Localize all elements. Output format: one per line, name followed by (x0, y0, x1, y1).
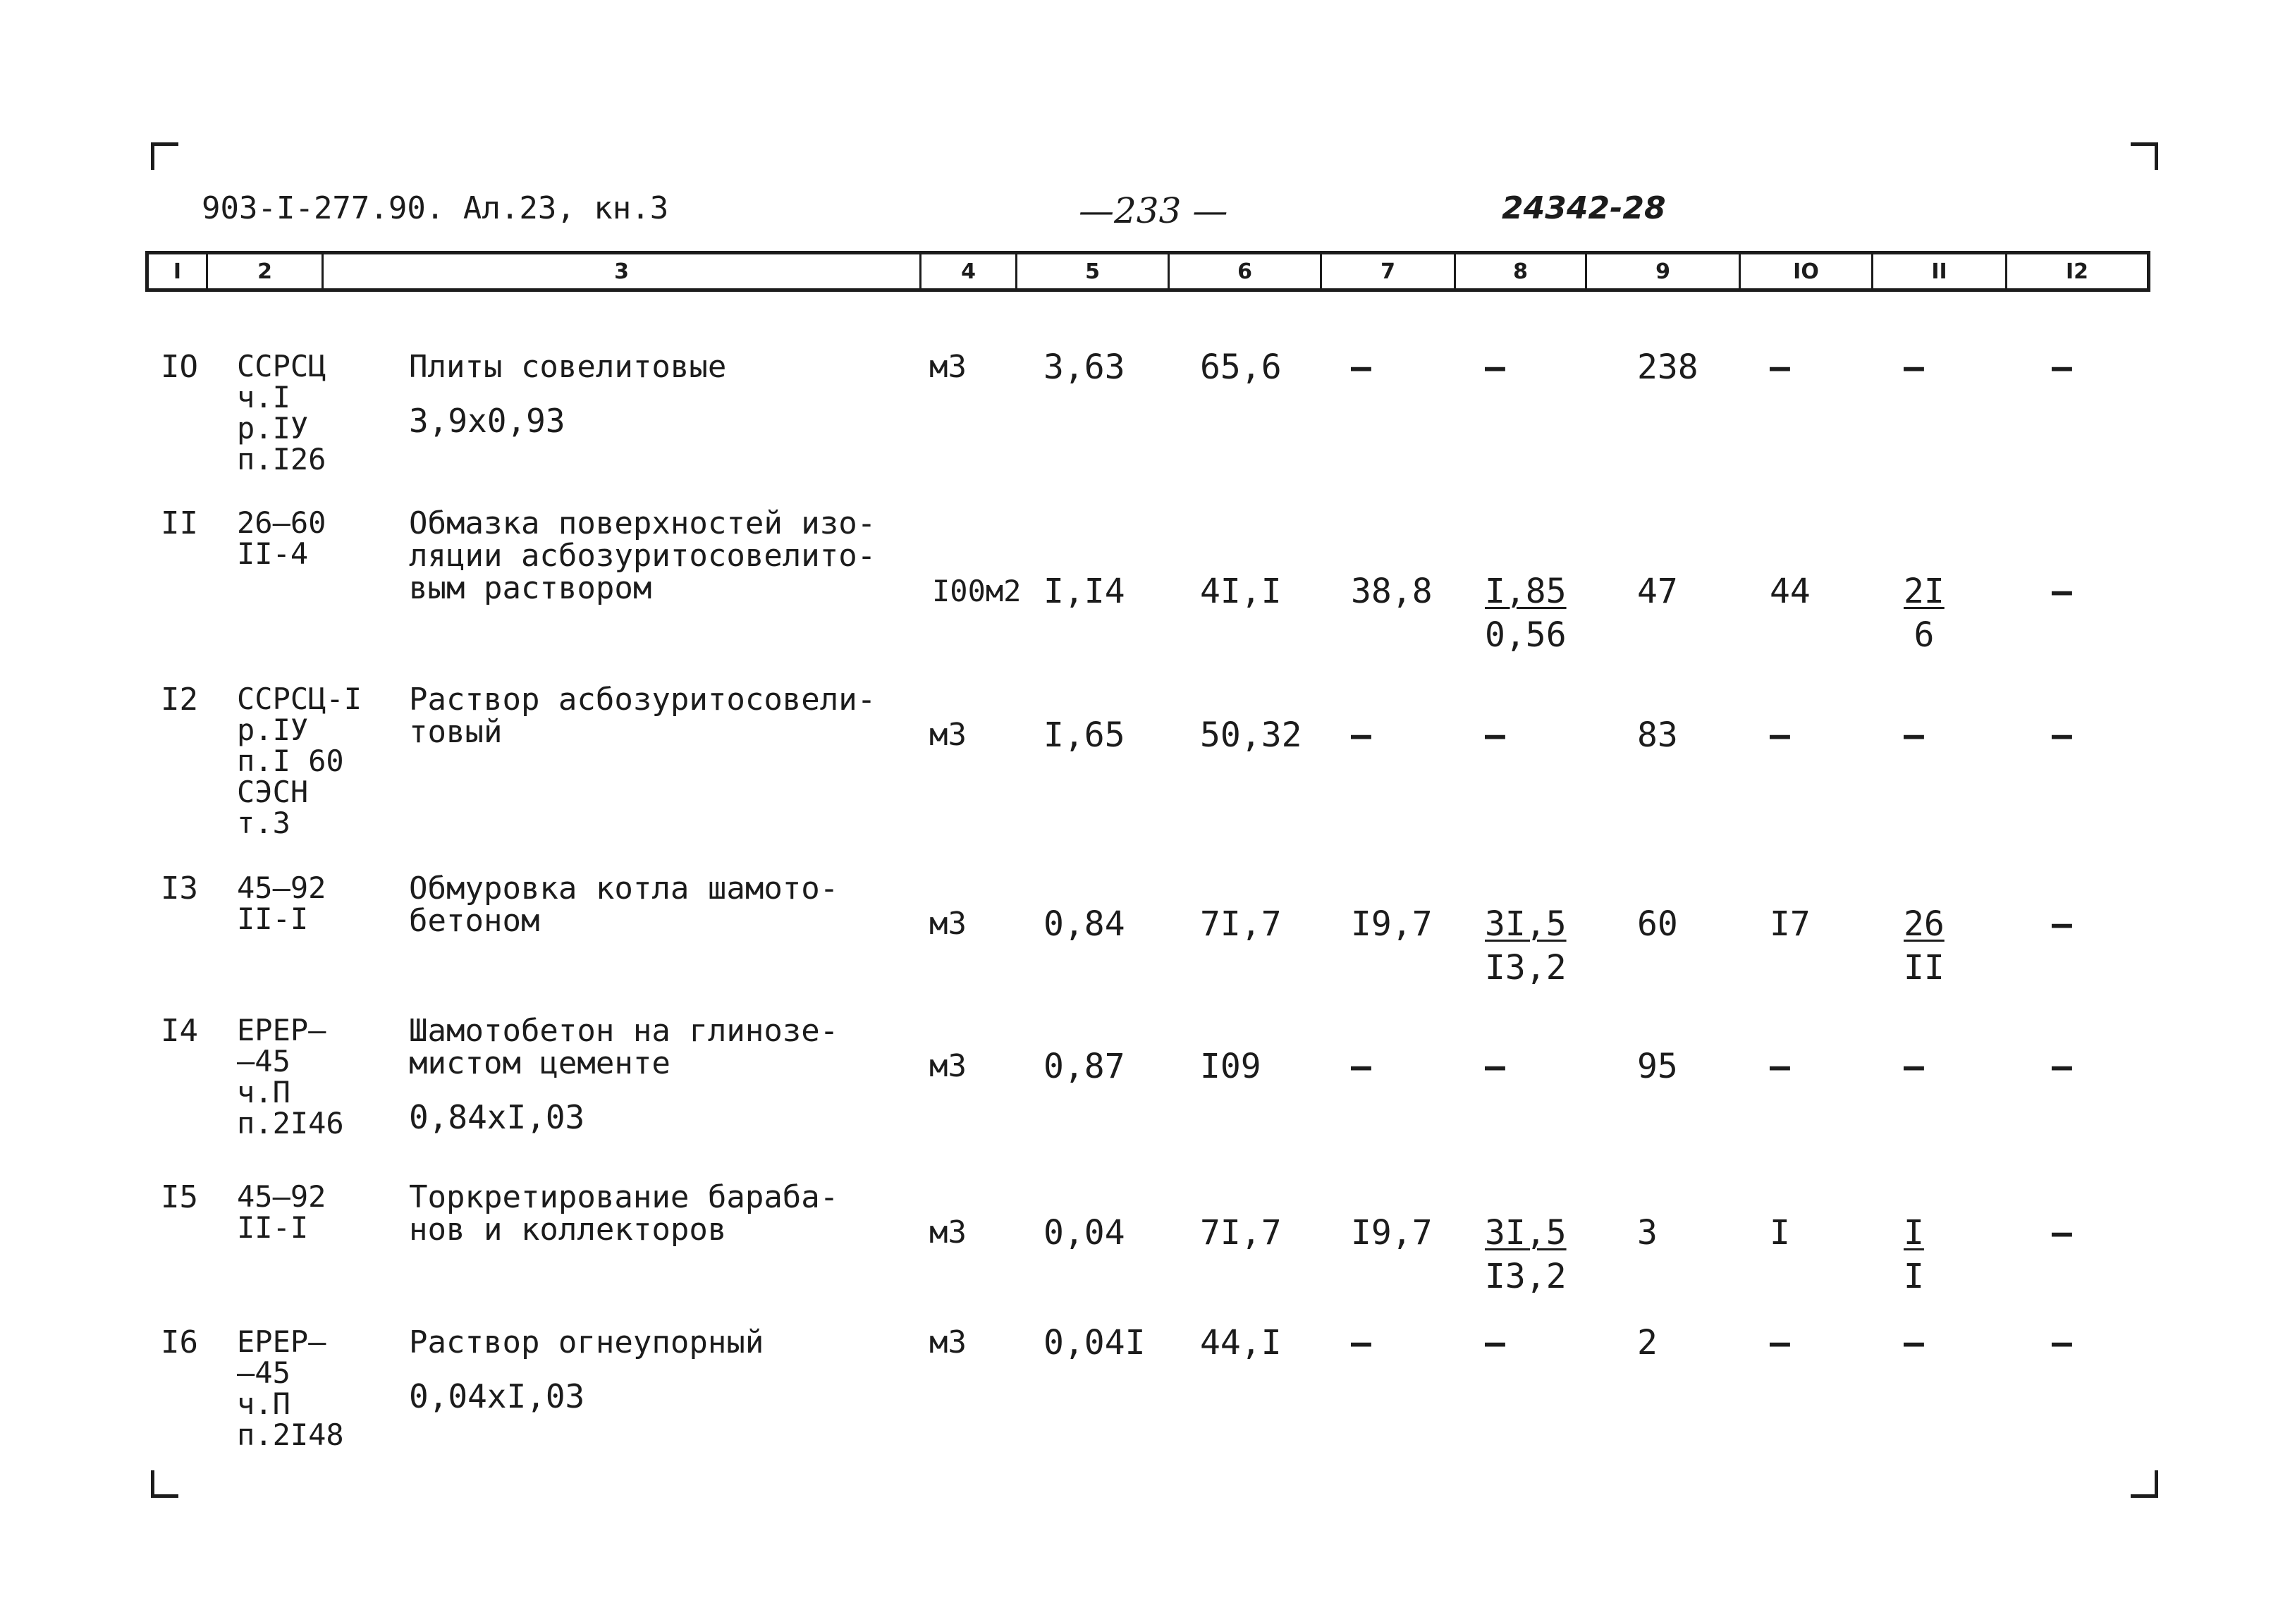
column-header: 4 (921, 254, 1017, 288)
column-header: I (149, 254, 208, 288)
unit-price: 50,32 (1200, 715, 1302, 755)
column-header: 9 (1587, 254, 1741, 288)
column-9-value: 2 (1637, 1323, 1658, 1362)
column-11-bottom: I (1904, 1257, 1924, 1296)
column-11-value: – (1904, 1047, 1924, 1086)
norm-code: ЕРЕР– –45 ч.П п.2I46 (237, 1013, 344, 1140)
column-header: 3 (324, 254, 921, 288)
description-text: Раствор асбозуритосовели- товый (409, 682, 876, 750)
column-8-value: – (1485, 1047, 1505, 1086)
column-8-value (1485, 572, 1567, 655)
unit-price: 4I,I (1200, 572, 1282, 611)
work-description (409, 505, 902, 606)
column-10-value: I7 (1770, 904, 1811, 944)
column-7-value: – (1351, 347, 1371, 387)
column-11-bottom: II (1904, 948, 1945, 988)
column-11-value (1904, 572, 1945, 655)
work-description (409, 1013, 902, 1136)
column-12-value: – (2052, 572, 2072, 611)
description-text: Шамотобетон на глинозе- мистом цементе (409, 1013, 839, 1081)
column-11-value: – (1904, 1323, 1924, 1362)
row-number: I6 (161, 1324, 198, 1360)
work-description (409, 349, 902, 440)
column-12-value: – (2052, 347, 2072, 387)
row-number: I3 (161, 871, 198, 906)
column-header: 5 (1017, 254, 1170, 288)
row-number: I5 (161, 1179, 198, 1215)
column-11-top: 2I (1904, 572, 1945, 611)
quantity: I,65 (1043, 715, 1125, 755)
row-number: I2 (161, 682, 198, 718)
description-text: Обмазка поверхностей изо- ляции асбозуритосовелито- вым раствором (409, 505, 876, 606)
quantity: 0,04 (1043, 1213, 1125, 1253)
column-8-top: 3I,5 (1485, 1213, 1567, 1253)
column-12-value: – (2052, 715, 2072, 755)
column-11-top: I (1904, 1213, 1924, 1253)
column-8-value (1485, 904, 1567, 988)
column-header: 7 (1322, 254, 1456, 288)
unit: I00м2 (932, 574, 1022, 608)
column-9-value: 83 (1637, 715, 1678, 755)
norm-code: 45–92 II-I (237, 871, 326, 936)
column-8-top: 3I,5 (1485, 904, 1567, 944)
quantity: 3,63 (1043, 347, 1125, 387)
work-description (409, 1324, 902, 1415)
work-description (409, 873, 902, 937)
column-8-value: – (1485, 347, 1505, 387)
document-code: 903-I-277.90. Ал.23, кн.3 (202, 190, 669, 226)
page-number: —233 — (1079, 190, 1228, 231)
column-header: 2 (208, 254, 324, 288)
unit: м3 (929, 717, 967, 753)
corner-mark-bottom-left (151, 1470, 178, 1498)
column-8-value: – (1485, 715, 1505, 755)
column-header: I2 (2065, 259, 2089, 284)
description-text: Торкретирование бараба- нов и коллекторов (409, 1179, 839, 1248)
unit-price: 7I,7 (1200, 904, 1282, 944)
row-number: I4 (161, 1013, 198, 1049)
column-8-value: – (1485, 1323, 1505, 1362)
column-10-value: – (1770, 1323, 1790, 1362)
column-9-value: 95 (1637, 1047, 1678, 1086)
column-8-value (1485, 1213, 1567, 1296)
work-description (409, 1181, 902, 1246)
quantity: 0,87 (1043, 1047, 1125, 1086)
column-header-row (145, 251, 2150, 292)
column-10-value: – (1770, 1047, 1790, 1086)
column-10-value: 44 (1770, 572, 1811, 611)
column-11-value: – (1904, 715, 1924, 755)
row-number: II (161, 505, 198, 541)
norm-code: ССРСЦ ч.I р.IУ п.I26 (237, 349, 326, 476)
corner-mark-top-right (2131, 142, 2158, 170)
calculation-text: 0,04xI,03 (409, 1377, 585, 1415)
description-text: Обмуровка котла шамото- бетоном (409, 871, 839, 939)
unit: м3 (929, 1214, 967, 1250)
column-header: IO (1741, 254, 1873, 288)
column-9-value: 3 (1637, 1213, 1658, 1253)
column-9-value: 60 (1637, 904, 1678, 944)
quantity: 0,84 (1043, 904, 1125, 944)
norm-code: ЕРЕР– –45 ч.П п.2I48 (237, 1324, 344, 1452)
corner-mark-bottom-right (2131, 1470, 2158, 1498)
column-header: 6 (1170, 254, 1322, 288)
column-8-bottom: 0,56 (1485, 615, 1567, 655)
corner-mark-top-left (151, 142, 178, 170)
column-10-value: – (1770, 347, 1790, 387)
calculation-text: 0,84xI,03 (409, 1098, 585, 1136)
unit-price: 7I,7 (1200, 1213, 1282, 1253)
column-12-value: – (2052, 1047, 2072, 1086)
work-description (409, 684, 902, 749)
norm-code: ССРСЦ-I р.IУ п.I 60 СЭСН т.3 (237, 682, 362, 840)
inventory-number: 24342-28 (1502, 190, 1666, 226)
column-9-value: 238 (1637, 347, 1698, 387)
description-text: Плиты совелитовые (409, 349, 727, 385)
calculation-text: 3,9x0,93 (409, 402, 565, 440)
quantity: I,I4 (1043, 572, 1125, 611)
column-7-value: 38,8 (1351, 572, 1433, 611)
unit-price: I09 (1200, 1047, 1261, 1086)
description-text: Раствор огнеупорный (409, 1324, 764, 1360)
norm-code: 45–92 II-I (237, 1179, 326, 1245)
unit: м3 (929, 906, 967, 942)
column-7-value: I9,7 (1351, 904, 1433, 944)
column-7-value: – (1351, 1323, 1371, 1362)
column-7-value: – (1351, 715, 1371, 755)
column-11-bottom: 6 (1914, 615, 1935, 655)
column-12-value: – (2052, 904, 2072, 944)
column-11-top: 26 (1904, 904, 1945, 944)
row-number: IO (161, 349, 198, 385)
quantity: 0,04I (1043, 1323, 1146, 1362)
column-header: 8 (1456, 254, 1587, 288)
column-8-bottom: I3,2 (1485, 1257, 1567, 1296)
norm-code: 26–60 II-4 (237, 505, 326, 571)
column-11-value (1904, 1213, 1924, 1296)
column-8-top: I,85 (1485, 572, 1567, 611)
unit-price: 65,6 (1200, 347, 1282, 387)
column-8-bottom: I3,2 (1485, 948, 1567, 988)
unit: м3 (929, 349, 967, 385)
column-12-value: – (2052, 1213, 2072, 1253)
column-10-value: – (1770, 715, 1790, 755)
column-11-value (1904, 904, 1945, 988)
column-10-value: I (1770, 1213, 1790, 1253)
unit: м3 (929, 1048, 967, 1084)
column-header: II (1873, 254, 2007, 288)
column-7-value: – (1351, 1047, 1371, 1086)
column-9-value: 47 (1637, 572, 1678, 611)
column-12-value: – (2052, 1323, 2072, 1362)
column-7-value: I9,7 (1351, 1213, 1433, 1253)
unit-price: 44,I (1200, 1323, 1282, 1362)
column-11-value: – (1904, 347, 1924, 387)
unit: м3 (929, 1324, 967, 1360)
